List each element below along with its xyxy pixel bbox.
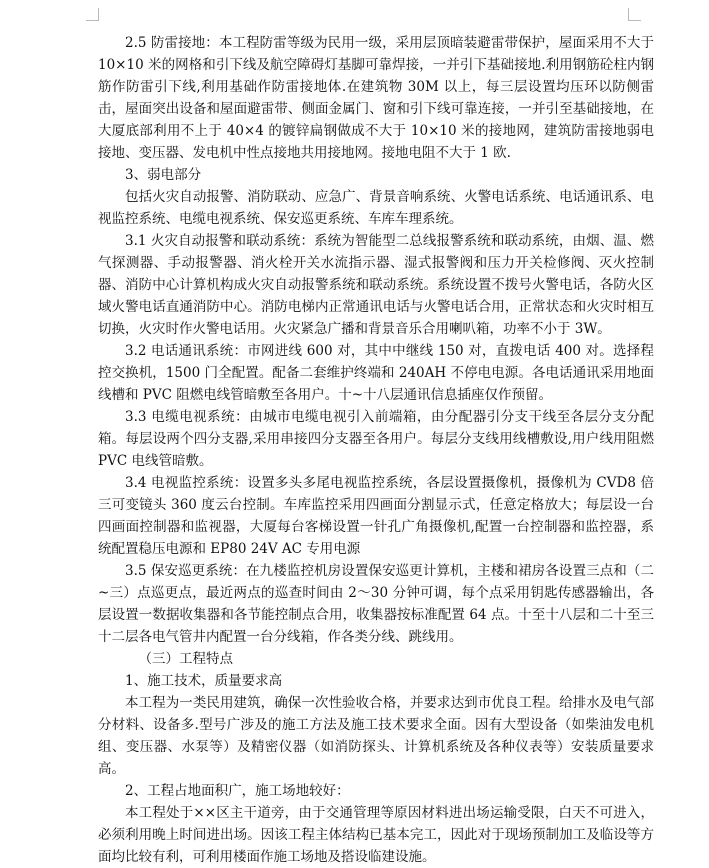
heading-construction-quality: 1、施工技术，质量要求高 <box>125 673 283 689</box>
heading-weak-current: 3、弱电部分 <box>125 167 202 183</box>
crop-mark-top-left <box>86 8 99 21</box>
paragraph-patrol-system: 3.5 保安巡更系统：在九楼监控机房设置保安巡更计算机，主楼和裙房各设置三点和（二~三）点巡更点，最近两点的巡查时间由 2～30 分钟可调，每个点采用钥匙传感器输出，各层设置一数据收集器和各节能控制点合用，收集器按标准配置 64 点。十至十八层和二十至三十二层各电气管井内配置一台分线箱，作各类分线、跳线用。 <box>98 563 654 645</box>
document-body <box>98 32 654 868</box>
paragraph-cctv-system: 3.4 电视监控系统：设置多头多尾电视监控系统，各层设置摄像机，摄像机为 CVD8 倍三可变镜头 360 度云台控制。车库监控采用四画面分割显示式，任意定格放大；每层设一台四画面控制器和监视器，大厦每台客梯设置一针孔广角摄像机,配置一台控制器和监控器，系统配置稳压电源和 EP80 24V AC 专用电源 <box>98 475 654 557</box>
paragraph-lightning-protection: 2.5 防雷接地：本工程防雷等级为民用一级，采用层顶暗装避雷带保护，屋面采用不大于10×10 米的网格和引下线及航空障碍灯基脚可靠焊接，一并引下基础接地.利用钢筋砼柱内钢筋作防雷引下线,利用基础作防雷接地体.在建筑物 30M 以上，每三层设置均压环以防侧雷击，屋面突出设备和屋面避雷带、侧面金属门、窗和引下线可靠连接，一并引至基础接地，在大厦底部利用不上于 40×4 的镀锌扁钢做成不大于 10×10 米的接地网，建筑防雷接地弱电接地、变压器、发电机中性点接地共用接地网。接地电阻不大于 1 欧. <box>98 35 654 161</box>
paragraph-site-area: 本工程处于××区主干道旁，由于交通管理等原因材料进出场运输受限，白天不可进入，必须利用晚上时间进出场。因该工程主体结构已基本完工，因此对于现场预制加工及临设等方面均比较有利，可利用楼面作施工场地及搭设临建设施。 <box>98 805 654 865</box>
heading-site-area: 2、工程占地面积广，施工场地较好： <box>125 783 350 799</box>
paragraph-fire-alarm-system: 3.1 火灾自动报警和联动系统：系统为智能型二总线报警系统和联动系统，由烟、温、燃气探测器、手动报警器、消火栓开关水流指示器、湿式报警阀和压力开关检修阀、灭火控制器、消防中心计算机构成火灾自动报警系统和联动系统。系统设置不拨号火警电话，各防火区域火警电话直通消防中心。消防电梯内正常通讯电话与火警电话合用，正常状态和火灾时相互切换，火灾时作火警电话用。火灾紧急广播和背景音乐合用喇叭箱，功率不小于 3W。 <box>98 233 654 337</box>
heading-project-features: （三）工程特点 <box>138 651 233 667</box>
paragraph-weak-current-scope: 包括火灾自动报警、消防联动、应急广、背景音响系统、火警电话系统、电话通讯系、电视监控系统、电缆电视系统、保安巡更系统、车库车理系统。 <box>98 189 654 227</box>
crop-mark-top-right <box>628 8 641 21</box>
paragraph-construction-quality: 本工程为一类民用建筑，确保一次性验收合格，并要求达到市优良工程。给排水及电气部分材料、设备多.型号广涉及的施工方法及施工技术要求全面。因有大型设备（如柴油发电机组、变压器、水泵等）及精密仪器（如消防探头、计算机系统及各种仪表等）安装质量要求高。 <box>98 695 654 777</box>
paragraph-telephone-system: 3.2 电话通讯系统：市网进线 600 对，其中中继线 150 对，直拨电话 400 对。选择程控交换机，1500 门全配置。配备二套维护终端和 240AH 不停电电源。各电话通讯采用地面线槽和 PVC 阻燃电线管暗敷至各用户。十~十八层通讯信息插座仅作预留。 <box>98 343 654 403</box>
paragraph-cable-tv-system: 3.3 电缆电视系统：由城市电缆电视引入前端箱，由分配器引分支干线至各层分支分配箱。每层设两个四分支器,采用串接四分支器至各用户。每层分支线用线槽敷设,用户线用阻燃 PVC 电线管暗敷。 <box>98 409 654 469</box>
